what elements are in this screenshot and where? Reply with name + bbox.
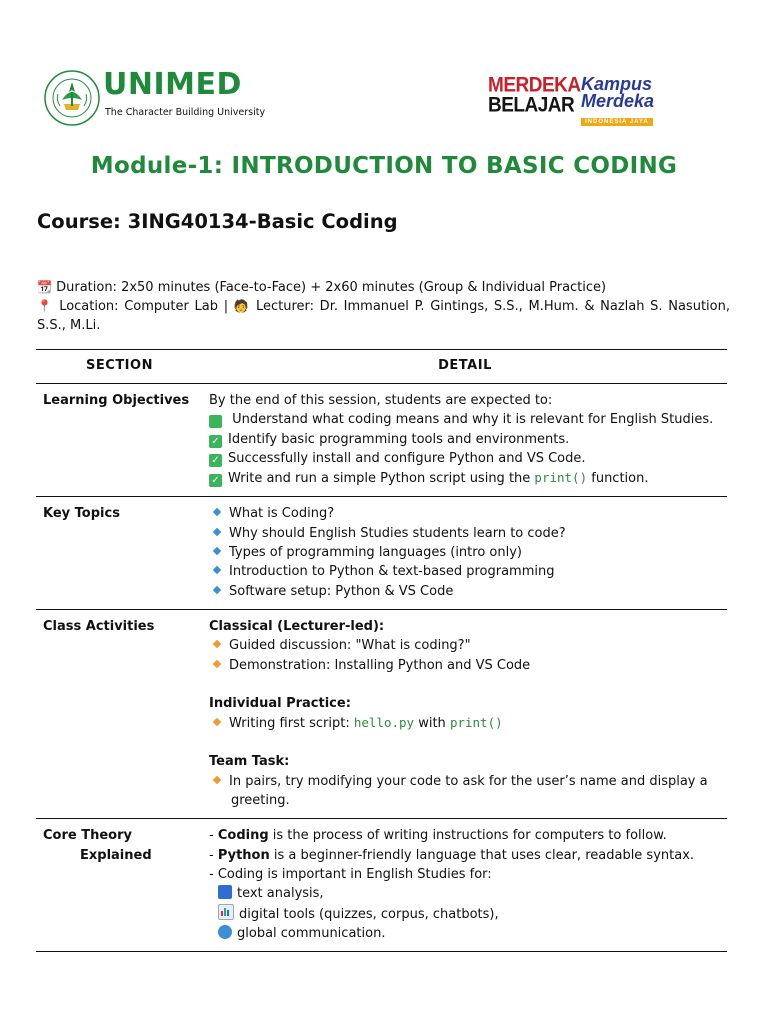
column-header-detail: DETAIL (203, 350, 727, 384)
lecturer-text: Lecturer: Dr. Immanuel P. Gintings, S.S., M.Hum. & Nazlah S. Nasution, S.S., M.Li. (37, 299, 730, 333)
code-print: print() (449, 715, 503, 731)
list-item: ✓ Identify basic programming tools and environments. (209, 430, 719, 449)
check-icon: ✓ (209, 474, 222, 487)
table-row-core-theory (36, 819, 727, 952)
pin-icon: 📍 (37, 299, 54, 313)
section-label: Class Activities (36, 609, 203, 818)
list-item: digital tools (quizzes, corpus, chatbots), (209, 904, 719, 924)
module-table (36, 349, 727, 952)
detail-cell (192, 384, 727, 497)
table-row-key-topics (36, 497, 727, 609)
calendar-icon: 📆 (37, 280, 52, 294)
code-print: print() (534, 470, 588, 486)
list-item: ✓ Successfully install and configure Python and VS Code. (209, 449, 719, 468)
list-item: Demonstration: Installing Python and VS Code (209, 656, 719, 675)
check-icon: ✓ (209, 454, 222, 467)
blue-diamond-icon (213, 566, 221, 574)
list-item: ✓ Write and run a simple Python script using the print() function. (209, 468, 719, 488)
book-icon (218, 885, 232, 899)
theory-line-importance: - Coding is important in English Studies for: (209, 866, 492, 882)
orange-diamond-icon (213, 640, 221, 648)
table-row-class-activities (36, 609, 727, 818)
unimed-tagline: The Character Building University (105, 107, 266, 118)
kampus-merdeka-logo (581, 76, 654, 128)
indonesia-jaya-text: INDONESIA JAYA (581, 118, 653, 126)
merdeka-logo-text: Merdeka (581, 91, 655, 111)
section-label: Core Theory Explained (36, 819, 203, 952)
kampus-text: Kampus (581, 74, 653, 94)
module-title: Module-1: INTRODUCTION TO BASIC CODING (90, 153, 678, 179)
merdeka-text: MERDEKA (488, 73, 581, 97)
list-item: ✓ Understand what coding means and why it is relevant for English Studies. (192, 412, 714, 428)
individual-heading: Individual Practice: (209, 695, 351, 711)
course-meta (37, 278, 730, 335)
detail-cell (203, 497, 727, 609)
objectives-intro: By the end of this session, students are expected to: (209, 393, 553, 408)
check-icon: ✓ (209, 415, 222, 428)
list-item: In pairs, try modifying your code to ask for the user’s name and display a greeting. (209, 772, 719, 811)
list-item: text analysis, (209, 884, 719, 903)
list-item: Types of programming languages (intro only) (209, 543, 719, 562)
list-item: Software setup: Python & VS Code (209, 582, 719, 601)
blue-diamond-icon (213, 508, 221, 516)
orange-diamond-icon (213, 659, 221, 667)
teacher-icon: 🧑 (233, 299, 251, 313)
location-lecturer-line (37, 297, 730, 335)
detail-cell (203, 819, 727, 952)
list-item: global communication. (209, 924, 719, 943)
classical-heading: Classical (Lecturer-led): (209, 618, 385, 634)
unimed-seal-logo (44, 70, 100, 126)
table-row-learning-objectives (36, 384, 727, 497)
table-header-row (36, 350, 727, 384)
unimed-wordmark: UNIMED (103, 67, 242, 102)
theory-line-coding: - Coding is the process of writing instructions for computers to follow. (209, 828, 667, 844)
column-header-section: SECTION (36, 350, 203, 384)
list-item: Guided discussion: "What is coding?" (209, 636, 719, 655)
theory-line-python: - Python is a beginner-friendly language that uses clear, readable syntax. (209, 847, 695, 863)
page-header (0, 0, 768, 140)
blue-diamond-icon (213, 528, 221, 536)
blue-diamond-icon (213, 585, 221, 593)
globe-icon (218, 925, 232, 939)
orange-diamond-icon (213, 718, 221, 726)
check-icon: ✓ (209, 435, 222, 448)
location-text: Location: Computer Lab | (59, 299, 229, 314)
detail-cell (203, 609, 727, 818)
course-title: Course: 3ING40134-Basic Coding (37, 210, 398, 233)
belajar-text: BELAJAR (488, 93, 575, 117)
merdeka-belajar-logo (488, 73, 581, 117)
orange-diamond-icon (213, 776, 221, 784)
duration-line (37, 278, 730, 297)
list-item: Introduction to Python & text-based programming (209, 562, 719, 581)
duration-text: Duration: 2x50 minutes (Face-to-Face) + 2x60 minutes (Group & Individual Practice) (56, 280, 607, 295)
blue-diamond-icon (213, 547, 221, 555)
list-item: What is Coding? (209, 504, 719, 523)
list-item: Why should English Studies students learn to code? (209, 524, 719, 543)
list-item: Writing first script: hello.py with print() (209, 713, 719, 733)
section-label: Learning Objectives (36, 384, 203, 497)
team-heading: Team Task: (209, 754, 290, 770)
bar-chart-icon (218, 904, 234, 920)
code-hello-py: hello.py (353, 715, 415, 731)
section-label: Key Topics (36, 497, 203, 609)
